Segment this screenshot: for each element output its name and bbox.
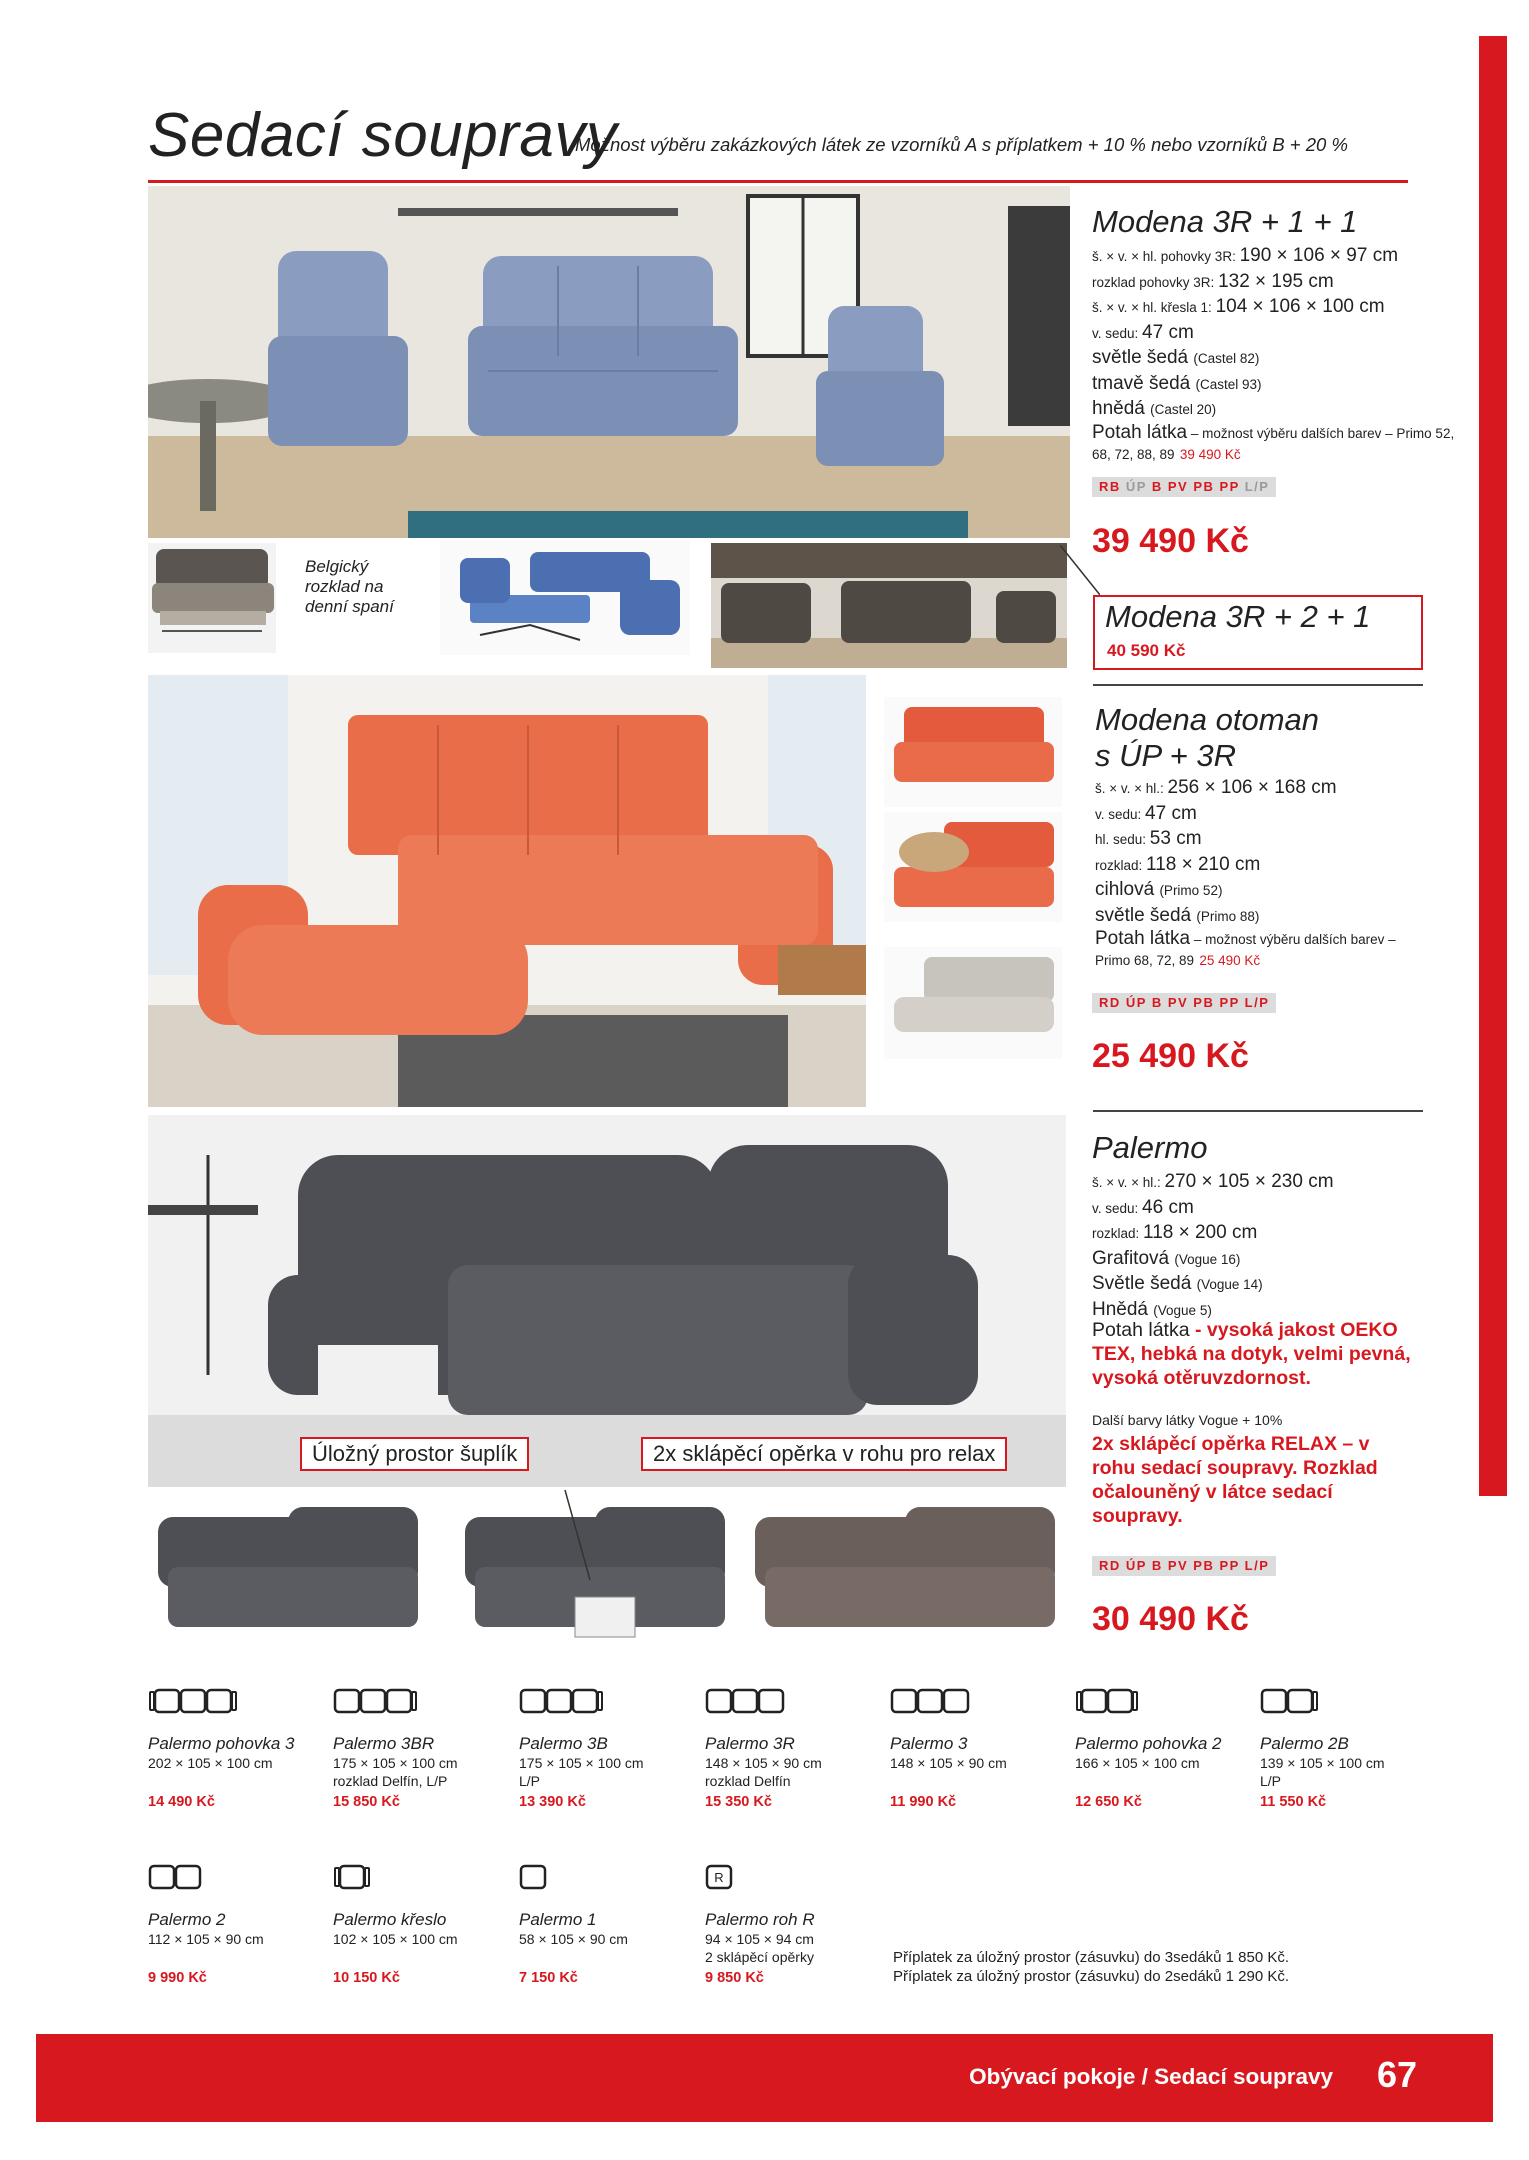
spec-row: š. × v. × hl. pohovky 3R: 190 × 106 × 97 cm bbox=[1092, 245, 1399, 266]
page-subtitle: Možnost výběru zakázkových látek ze vzorníků A s příplatkem + 10 % nebo vzorníků B + 20 % bbox=[575, 134, 1348, 155]
palermo-relax: 2x sklápěcí opěrka RELAX – v rohu sedací soupravy. Rozklad očalouněný v látce sedací soupravy. bbox=[1092, 1433, 1378, 1527]
variant-extra: L/P bbox=[1260, 1773, 1282, 1789]
page-title: Sedací soupravy bbox=[148, 101, 618, 170]
variant-extra: 2 sklápěcí opěrky bbox=[705, 1949, 814, 1965]
module-icon bbox=[1260, 1686, 1323, 1721]
variant-dims: 148 × 105 × 90 cm bbox=[705, 1755, 822, 1771]
variant-price: 11 550 Kč bbox=[1260, 1794, 1327, 1810]
variant-price: 12 650 Kč bbox=[1075, 1794, 1142, 1810]
spec-row: rozklad: 118 × 210 cm bbox=[1095, 853, 1261, 875]
variant-name: Palermo 3R bbox=[705, 1734, 795, 1753]
variant-extra: rozklad Delfín, L/P bbox=[333, 1773, 448, 1789]
modena-otoman-photo bbox=[148, 675, 866, 1107]
variant-price: 15 850 Kč bbox=[333, 1794, 400, 1810]
modena311-codes: RB ÚP B PV PB PP L/P bbox=[1092, 477, 1276, 497]
page-number: 67 bbox=[1376, 2054, 1417, 2095]
color-row: Hnědá (Vogue 5) bbox=[1092, 1298, 1212, 1320]
module-icon bbox=[519, 1862, 551, 1897]
edge-accent-bar bbox=[1479, 36, 1507, 1496]
footer-bar bbox=[36, 2034, 1493, 2122]
color-row: tmavě šedá (Castel 93) bbox=[1092, 372, 1262, 394]
variant-name: Palermo pohovka 2 bbox=[1075, 1734, 1222, 1753]
variant-name: Palermo pohovka 3 bbox=[148, 1734, 295, 1753]
spec-row: rozklad pohovky 3R: 132 × 195 cm bbox=[1092, 270, 1334, 292]
palermo-name: Palermo bbox=[1092, 1130, 1208, 1165]
variant-dims: 58 × 105 × 90 cm bbox=[519, 1931, 628, 1947]
belgian-bed-photo bbox=[440, 540, 690, 655]
modena321-name: Modena 3R + 2 + 1 bbox=[1105, 599, 1371, 634]
palermo-small-1 bbox=[148, 1497, 428, 1647]
spec-row: š. × v. × hl.: 270 × 105 × 230 cm bbox=[1092, 1171, 1334, 1192]
modena-321-photo bbox=[711, 543, 1067, 668]
divider bbox=[1093, 684, 1423, 686]
palermo-specs bbox=[1092, 1170, 1432, 1323]
color-row: světle šedá (Castel 82) bbox=[1092, 347, 1260, 368]
variant-dims: 202 × 105 × 100 cm bbox=[148, 1755, 273, 1771]
module-icon bbox=[333, 1686, 422, 1721]
variant-name: Palermo 3B bbox=[519, 1734, 608, 1753]
palermo-extra: Další barvy látky Vogue + 10% bbox=[1092, 1412, 1283, 1428]
callout-storage: Úložný prostor šuplík bbox=[300, 1437, 529, 1471]
color-row: Grafitová (Vogue 16) bbox=[1092, 1247, 1241, 1269]
variant-dims: 175 × 105 × 100 cm bbox=[333, 1755, 458, 1771]
otoman-photo-bed bbox=[884, 697, 1062, 807]
variant-price: 7 150 Kč bbox=[519, 1970, 578, 1986]
callout-pointer bbox=[560, 1480, 620, 1590]
variant-price: 13 390 Kč bbox=[519, 1794, 586, 1810]
variant-dims: 102 × 105 × 100 cm bbox=[333, 1931, 458, 1947]
variant-price: 11 990 Kč bbox=[890, 1794, 957, 1810]
modena311-specs bbox=[1092, 244, 1472, 465]
module-icon bbox=[1075, 1686, 1143, 1721]
divider bbox=[1093, 1110, 1423, 1112]
variant-dims: 112 × 105 × 90 cm bbox=[148, 1931, 264, 1947]
module-icon bbox=[333, 1862, 375, 1897]
palermo-codes: RD ÚP B PV PB PP L/P bbox=[1092, 1556, 1276, 1576]
modena321-box bbox=[1093, 595, 1423, 670]
module-icon bbox=[519, 1686, 608, 1721]
callout-relax: 2x sklápěcí opěrka v rohu pro relax bbox=[641, 1437, 1007, 1471]
belgian-sofa-photo bbox=[148, 543, 276, 653]
storage-surcharge-note: Příplatek za úložný prostor (zásuvku) do 3sedáků 1 850 Kč. Příplatek za úložný prostor (zásuvku) do 2sedáků 1 290 Kč. bbox=[893, 1949, 1290, 1985]
palermo-price: 30 490 Kč bbox=[1092, 1600, 1249, 1638]
variant-dims: 175 × 105 × 100 cm bbox=[519, 1755, 644, 1771]
variant-price: 9 990 Kč bbox=[148, 1970, 207, 1986]
spec-row: rozklad: 118 × 200 cm bbox=[1092, 1222, 1258, 1243]
module-icon bbox=[705, 1862, 737, 1897]
color-row: hnědá (Castel 20) bbox=[1092, 398, 1217, 419]
variant-extra: rozklad Delfín bbox=[705, 1773, 791, 1789]
palermo-fabric: Potah látka - vysoká jakost OEKO TEX, hebká na dotyk, velmi pevná, vysoká otěruvzdornost. bbox=[1092, 1319, 1411, 1389]
variant-name: Palermo 3 bbox=[890, 1734, 968, 1753]
variant-price: 14 490 Kč bbox=[148, 1794, 215, 1810]
spec-row: v. sedu: 47 cm bbox=[1095, 802, 1197, 824]
otoman-codes: RD ÚP B PV PB PP L/P bbox=[1092, 993, 1276, 1013]
otoman-name-1: Modena otoman bbox=[1095, 702, 1320, 737]
variant-dims: 94 × 105 × 94 cm bbox=[705, 1931, 814, 1947]
variant-name: Palermo křeslo bbox=[333, 1910, 447, 1929]
color-row: cihlová (Primo 52) bbox=[1095, 879, 1223, 900]
variant-dims: 148 × 105 × 90 cm bbox=[890, 1755, 1007, 1771]
module-icon bbox=[705, 1686, 789, 1721]
otoman-photo-storage bbox=[884, 812, 1062, 922]
otoman-name-2: s ÚP + 3R bbox=[1095, 737, 1236, 773]
variant-dims: 139 × 105 × 100 cm bbox=[1260, 1755, 1385, 1771]
variant-price: 15 350 Kč bbox=[705, 1794, 772, 1810]
variant-extra: L/P bbox=[519, 1773, 541, 1789]
palermo-photo bbox=[148, 1115, 1066, 1487]
modena311-name: Modena 3R + 1 + 1 bbox=[1092, 204, 1358, 239]
color-row: světle šedá (Primo 88) bbox=[1095, 904, 1260, 926]
module-icon bbox=[148, 1686, 242, 1721]
spec-row: š. × v. × hl.: 256 × 106 × 168 cm bbox=[1095, 777, 1337, 798]
otoman-specs bbox=[1095, 776, 1425, 971]
svg-text:R: R bbox=[714, 1870, 724, 1885]
modena311-price: 39 490 Kč bbox=[1092, 522, 1249, 560]
footer-section: Obývací pokoje / Sedací soupravy bbox=[969, 2064, 1333, 2089]
palermo-small-3 bbox=[745, 1497, 1067, 1647]
variant-dims: 166 × 105 × 100 cm bbox=[1075, 1755, 1200, 1771]
module-icon bbox=[890, 1686, 974, 1721]
spec-row: v. sedu: 47 cm bbox=[1092, 321, 1194, 343]
fabric-row: Potah látka – možnost výběru dalších barev – Primo 52, 68, 72, 88, 89 39 490 Kč bbox=[1092, 421, 1455, 462]
module-icon bbox=[148, 1862, 206, 1897]
variant-name: Palermo 2 bbox=[148, 1910, 226, 1929]
modena-set-photo bbox=[148, 186, 1070, 538]
otoman-photo-grey bbox=[884, 947, 1062, 1059]
variant-name: Palermo 2B bbox=[1260, 1734, 1349, 1753]
belgian-caption: Belgický rozklad na denní spaní bbox=[305, 557, 394, 616]
variant-name: Palermo 1 bbox=[519, 1910, 597, 1929]
variant-price: 10 150 Kč bbox=[333, 1970, 400, 1986]
color-row: Světle šedá (Vogue 14) bbox=[1092, 1273, 1263, 1294]
spec-row: š. × v. × hl. křesla 1: 104 × 106 × 100 cm bbox=[1092, 296, 1385, 317]
modena321-price: 40 590 Kč bbox=[1107, 641, 1186, 660]
spec-row: hl. sedu: 53 cm bbox=[1095, 828, 1202, 849]
otoman-price: 25 490 Kč bbox=[1092, 1037, 1249, 1075]
variant-name: Palermo 3BR bbox=[333, 1734, 435, 1753]
variant-price: 9 850 Kč bbox=[705, 1970, 764, 1986]
spec-row: v. sedu: 46 cm bbox=[1092, 1196, 1194, 1218]
variant-name: Palermo roh R bbox=[705, 1910, 815, 1929]
fabric-row: Potah látka – možnost výběru dalších barev – Primo 68, 72, 89 25 490 Kč bbox=[1095, 928, 1396, 968]
title-divider bbox=[148, 180, 1408, 183]
